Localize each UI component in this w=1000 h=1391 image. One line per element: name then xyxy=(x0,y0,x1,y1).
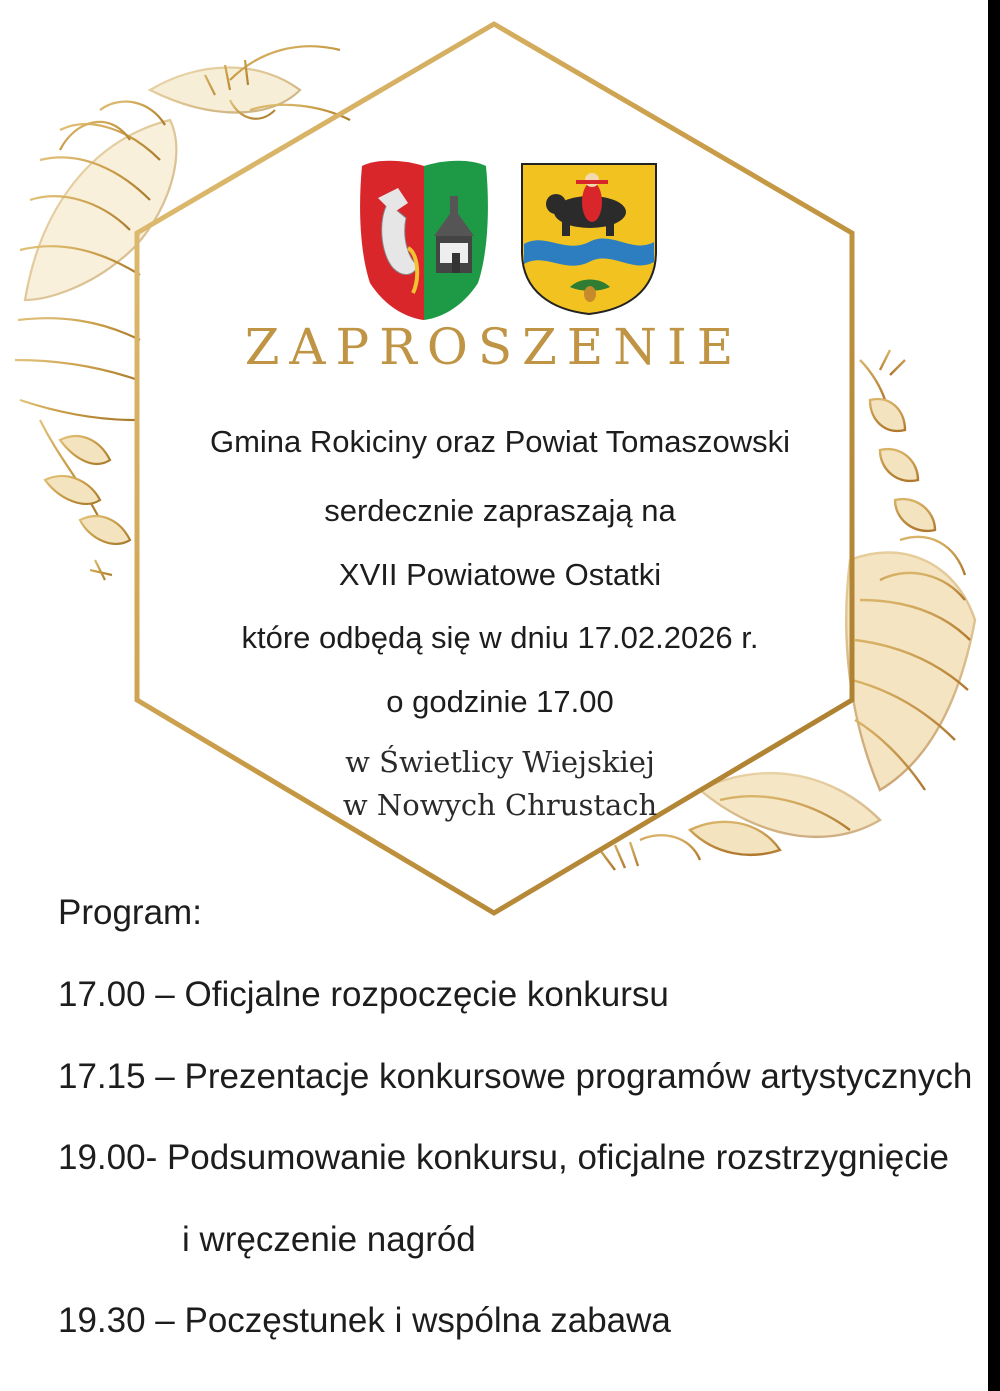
invitation-line-time: o godzinie 17.00 xyxy=(386,684,614,719)
invitation-line-hosts: Gmina Rokiciny oraz Powiat Tomaszowski xyxy=(209,424,790,459)
program-item: 17.15 – Prezentacje konkursowe programów artystycznych xyxy=(58,1057,973,1096)
invitation-line-invite: serdecznie zapraszają na xyxy=(324,493,676,528)
invitation-place-village: w Nowych Chrustach xyxy=(342,788,658,822)
program-item: 19.30 – Poczęstunek i wspólna zabawa xyxy=(58,1301,671,1340)
invitation-place-venue: w Świetlicy Wiejskiej xyxy=(345,745,655,779)
program-heading: Program: xyxy=(58,893,202,932)
invitation-line-date: które odbędą się w dniu 17.02.2026 r. xyxy=(241,620,759,655)
program-item-continuation: i wręczenie nagród xyxy=(182,1220,476,1259)
program-item: 17.00 – Oficjalne rozpoczęcie konkursu xyxy=(58,975,669,1014)
gmina-coat-of-arms-icon xyxy=(360,161,488,320)
powiat-coat-of-arms-icon xyxy=(522,164,656,314)
program-item: 19.00- Podsumowanie konkursu, oficjalne rozstrzygnięcie xyxy=(58,1138,950,1177)
page-title: ZAPROSZENIE xyxy=(244,318,744,376)
invitation-line-event: XVII Powiatowe Ostatki xyxy=(338,557,662,592)
